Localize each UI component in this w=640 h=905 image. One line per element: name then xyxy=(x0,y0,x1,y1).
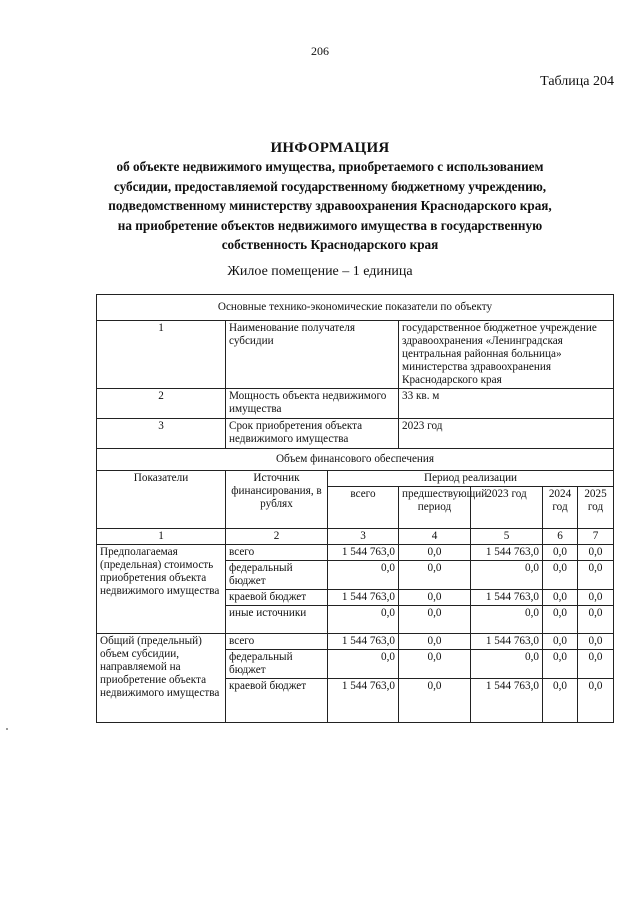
source-label: федеральный бюджет xyxy=(226,561,328,590)
heading-line: собственность Краснодарского края xyxy=(221,237,439,252)
header-period: Период реализации xyxy=(328,471,614,487)
value-2023: 1 544 763,0 xyxy=(471,634,543,650)
header-total: всего xyxy=(328,487,399,529)
column-numbers-row xyxy=(97,529,614,545)
value-previous: 0,0 xyxy=(399,545,471,561)
header-indicators: Показатели xyxy=(97,471,226,529)
heading-line: подведомственному министерству здравоохранения Краснодарского края, xyxy=(108,198,552,213)
table-row xyxy=(97,389,614,419)
row-number: 1 xyxy=(97,321,226,389)
value-total: 1 544 763,0 xyxy=(328,590,399,606)
page-number: 206 xyxy=(311,44,329,58)
row-value: 2023 год xyxy=(399,419,614,449)
indicator-label: Общий (предельный) объем субсидии, направляемой на приобретение объекта недвижимого имущества xyxy=(97,634,226,723)
value-2024: 0,0 xyxy=(543,650,578,679)
heading-line: об объекте недвижимого имущества, приобретаемого с использованием xyxy=(116,159,544,174)
info-table xyxy=(96,294,614,723)
value-2023: 1 544 763,0 xyxy=(471,679,543,723)
col-number: 5 xyxy=(471,529,543,545)
value-previous: 0,0 xyxy=(399,606,471,634)
value-2025: 0,0 xyxy=(578,650,614,679)
value-total: 0,0 xyxy=(328,561,399,590)
section2-title: Объем финансового обеспечения xyxy=(97,449,614,471)
value-2023: 0,0 xyxy=(471,606,543,634)
header-previous: предшествующий период xyxy=(399,487,471,529)
heading-line: субсидии, предоставляемой государственному бюджетному учреждению, xyxy=(113,178,547,194)
value-total: 0,0 xyxy=(328,650,399,679)
row-label: Срок приобретения объекта недвижимого имущества xyxy=(226,419,399,449)
value-total: 0,0 xyxy=(328,606,399,634)
section1-title: Основные технико-экономические показатели по объекту xyxy=(97,295,614,321)
source-label: федеральный бюджет xyxy=(226,650,328,679)
value-2024: 0,0 xyxy=(543,634,578,650)
value-2024: 0,0 xyxy=(543,590,578,606)
col-number: 2 xyxy=(226,529,328,545)
header-source: Источник финансирования, в рублях xyxy=(226,471,328,529)
header-row xyxy=(97,471,614,487)
row-label: Мощность объекта недвижимого имущества xyxy=(226,389,399,419)
value-2025: 0,0 xyxy=(578,545,614,561)
section-header-row xyxy=(97,295,614,321)
value-2023: 0,0 xyxy=(471,561,543,590)
value-previous: 0,0 xyxy=(399,679,471,723)
value-2025: 0,0 xyxy=(578,634,614,650)
table-row xyxy=(97,419,614,449)
value-total: 1 544 763,0 xyxy=(328,679,399,723)
value-2023: 0,0 xyxy=(471,650,543,679)
value-previous: 0,0 xyxy=(399,650,471,679)
col-number: 3 xyxy=(328,529,399,545)
table-row xyxy=(97,634,614,650)
header-2023: 2023 год xyxy=(471,487,543,529)
section-header-row xyxy=(97,449,614,471)
col-number: 1 xyxy=(97,529,226,545)
value-previous: 0,0 xyxy=(399,634,471,650)
source-label: всего xyxy=(226,545,328,561)
row-value: государственное бюджетное учреждение здравоохранения «Ленинградская центральная районная больница» министерства здравоохранения Краснодарского края xyxy=(399,321,614,389)
header-2025: 2025 год xyxy=(578,487,614,529)
value-2025: 0,0 xyxy=(578,679,614,723)
row-label: Наименование получателя субсидии xyxy=(226,321,399,389)
heading-line: на приобретение объектов недвижимого имущества в государственную xyxy=(117,217,543,233)
col-number: 7 xyxy=(578,529,614,545)
row-number: 3 xyxy=(97,419,226,449)
value-total: 1 544 763,0 xyxy=(328,545,399,561)
value-2024: 0,0 xyxy=(543,561,578,590)
value-2024: 0,0 xyxy=(543,545,578,561)
row-number: 2 xyxy=(97,389,226,419)
value-2023: 1 544 763,0 xyxy=(471,545,543,561)
value-previous: 0,0 xyxy=(399,590,471,606)
heading-title: ИНФОРМАЦИЯ xyxy=(270,140,390,156)
value-2025: 0,0 xyxy=(578,561,614,590)
header-2024: 2024 год xyxy=(543,487,578,529)
indicator-label: Предполагаемая (предельная) стоимость приобретения объекта недвижимого имущества xyxy=(97,545,226,634)
table-row xyxy=(97,545,614,561)
value-2023: 1 544 763,0 xyxy=(471,590,543,606)
source-label: иные источники xyxy=(226,606,328,634)
value-2025: 0,0 xyxy=(578,590,614,606)
col-number: 4 xyxy=(399,529,471,545)
value-2025: 0,0 xyxy=(578,606,614,634)
source-label: краевой бюджет xyxy=(226,590,328,606)
scan-speck xyxy=(6,728,8,730)
value-2024: 0,0 xyxy=(543,606,578,634)
row-value: 33 кв. м xyxy=(399,389,614,419)
unit-line: Жилое помещение – 1 единица xyxy=(227,264,413,279)
col-number: 6 xyxy=(543,529,578,545)
source-label: краевой бюджет xyxy=(226,679,328,723)
value-total: 1 544 763,0 xyxy=(328,634,399,650)
document-heading xyxy=(60,140,600,255)
table-label: Таблица 204 xyxy=(540,74,614,89)
source-label: всего xyxy=(226,634,328,650)
value-previous: 0,0 xyxy=(399,561,471,590)
value-2024: 0,0 xyxy=(543,679,578,723)
table-row xyxy=(97,321,614,389)
